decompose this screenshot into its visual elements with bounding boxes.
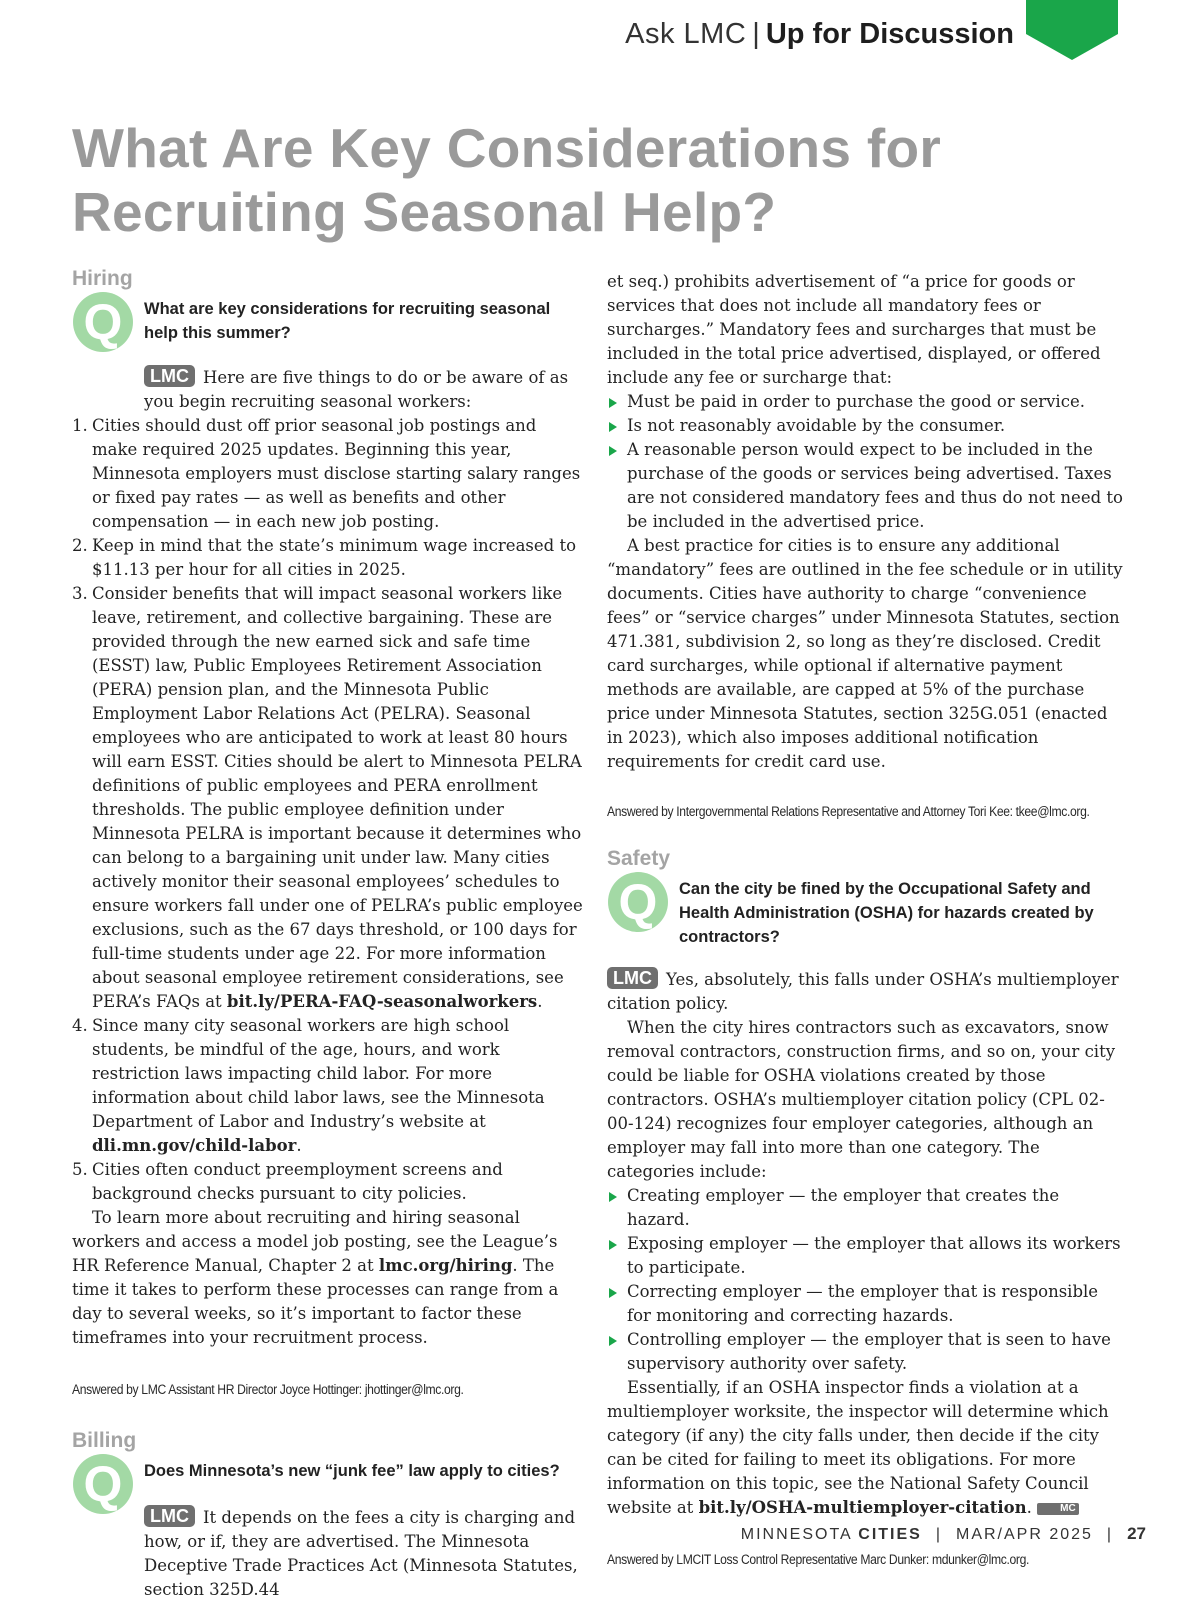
header-prefix: Ask LMC: [625, 18, 747, 50]
question-hiring: [72, 293, 586, 357]
bullet-triangle-icon: [609, 422, 617, 432]
question-text: What are key considerations for recruiting seasonal help this summer?: [144, 300, 551, 342]
list-item: 2. Keep in mind that the state’s minimum wage increased to $11.13 per hour for all cities in 2025.: [72, 536, 577, 579]
answered-by-hiring: Answered by LMC Assistant HR Director Joyce Hottinger: jhottinger@lmc.org.: [72, 1382, 464, 1397]
list-item: Must be paid in order to purchase the good or service.: [607, 390, 1123, 414]
end-mark: MC: [1037, 1503, 1079, 1515]
child-labor-link[interactable]: dli.mn.gov/child-labor: [92, 1136, 297, 1155]
bullet-triangle-icon: [609, 1240, 617, 1250]
fee-criteria-list: [607, 390, 1123, 534]
hiring-closing: To learn more about recruiting and hiring seasonal workers and access a model job posting, see the League’s HR Reference Manual, Chapter 2 at lmc.org/hiring. The time it takes to perform these processes can range from a day to several weeks, so it’s important to factor these timeframes into your recruitment process.: [72, 1208, 559, 1347]
page-footer: MINNESOTA CITIES | MAR/APR 2025 | 27: [740, 1524, 1146, 1543]
list-item: Correcting employer — the employer that is responsible for monitoring and correcting hazards.: [607, 1280, 1123, 1328]
list-item: Exposing employer — the employer that allows its workers to participate.: [607, 1232, 1123, 1280]
billing-intro: LMC It depends on the fees a city is charging and how, or if, they are advertised. The Minnesota Deceptive Trade Practices Act (Minnesota Statutes, section 325D.44: [144, 1506, 578, 1599]
safety-para: When the city hires contractors such as excavators, snow removal contractors, construction firms, and so on, your city could be liable for OSHA violations created by those contractors. OSHA’s multiemployer citation policy (CPL 02-00-124) recognizes four employer categories, although an employer may fall into more than one category. The categories include:: [607, 1018, 1116, 1181]
considerations-list: [72, 414, 586, 1206]
header-section: Up for Discussion: [765, 18, 1014, 50]
lmc-badge: LMC: [144, 1505, 195, 1527]
list-item: Creating employer — the employer that creates the hazard.: [607, 1184, 1123, 1232]
bullet-triangle-icon: [609, 1288, 617, 1298]
page-number: 27: [1127, 1524, 1146, 1543]
question-safety: [607, 873, 1123, 949]
q-icon: [72, 1453, 140, 1519]
bullet-triangle-icon: [609, 446, 617, 456]
left-column: [72, 266, 586, 1602]
list-item: 1. Cities should dust off prior seasonal job postings and make required 2025 updates. Beginning this year, Minnesota employers must disclose starting salary ranges or fixed pay rates — as well as benefits and other compensation — in each new job posting.: [72, 416, 581, 531]
question-text: Can the city be fined by the Occupational Safety and Health Administration (OSHA) for hazards created by contractors?: [679, 880, 1094, 946]
pera-link[interactable]: bit.ly/PERA-FAQ-seasonalworkers: [226, 992, 538, 1011]
lmc-badge: LMC: [607, 967, 658, 989]
q-icon: [72, 291, 140, 357]
bullet-triangle-icon: [609, 1192, 617, 1202]
employer-categories-list: [607, 1184, 1123, 1376]
answered-by-safety: Answered by LMCIT Loss Control Representative Marc Dunker: mdunker@lmc.org.: [607, 1552, 1030, 1567]
billing-closing: A best practice for cities is to ensure any additional “mandatory” fees are outlined in the fee schedule or in utility documents. Cities have authority to charge “convenience fees” or “service charges” under Minnesota Statutes, section 471.381, subdivision 2, so long as they’re disclosed. Credit card surcharges, while optional if alternative payment methods are available, are capped at 5% of the purchase price under Minnesota Statutes, section 325G.051 (enacted in 2023), which also imposes additional notification requirements for credit card use.: [607, 536, 1123, 771]
billing-continued: et seq.) prohibits advertisement of “a price for goods or services that does not include all mandatory fees or surcharges.” Mandatory fees and surcharges that must be included in the total price advertised, displayed, or offered include any fee or surcharge that:: [607, 272, 1101, 387]
bullet-triangle-icon: [609, 398, 617, 408]
magazine-name: MINNESOTA CITIES: [740, 1526, 922, 1543]
svg-text:Q: Q: [618, 874, 658, 930]
right-column: [607, 270, 1123, 1572]
svg-text:Q: Q: [83, 1456, 123, 1512]
section-heading-safety: Safety: [607, 847, 671, 870]
list-item: 5. Cities often conduct preemployment screens and background checks pursuant to city policies.: [72, 1160, 503, 1203]
page-title: What Are Key Considerations for Recruiting Seasonal Help?: [72, 117, 942, 243]
section-tab-icon: [1026, 0, 1118, 60]
safety-closing: Essentially, if an OSHA inspector finds a violation at a multiemployer worksite, the inspector will determine which category (if any) the city falls under, then decide if the city can be cited for failing to meet its obligations. For more information on this topic, see the National Safety Council website at bit.ly/OSHA-multiemployer-citation. MC: [607, 1378, 1109, 1517]
list-item: 3. Consider benefits that will impact seasonal workers like leave, retirement, and collective bargaining. These are provided through the new earned sick and safe time (ESST) law, Public Employees Retirement Association (PERA) pension plan, and the Minnesota Public Employment Labor Relations Act (PELRA). Seasonal employees who are anticipated to work at least 80 hours will earn ESST. Cities should be alert to Minnesota PELRA definitions of public employees and PERA enrollment thresholds. The public employee definition under Minnesota PELRA is important because it determines who can belong to a bargaining unit under law. Many cities actively monitor their seasonal employees’ schedules to ensure workers fall under one of PELRA’s public employee exclusions, such as the 67 days threshold, or 100 days for full-time students under age 22. For more information about seasonal employee retirement considerations, see PERA’s FAQs at bit.ly/PERA-FAQ-seasonalworkers.: [72, 584, 583, 1011]
list-item: A reasonable person would expect to be included in the purchase of the goods or services being advertised. Taxes are not considered mandatory fees and thus do not need to be included in the advertised price.: [607, 438, 1123, 534]
header-separator: |: [752, 18, 760, 50]
list-item: Controlling employer — the employer that is seen to have supervisory authority over safety.: [607, 1328, 1123, 1376]
safety-intro: LMC Yes, absolutely, this falls under OSHA’s multiemployer citation policy.: [607, 968, 1119, 1013]
answered-by-billing: Answered by Intergovernmental Relations Representative and Attorney Tori Kee: tkee@lmc.org.: [607, 804, 1090, 819]
hiring-link[interactable]: lmc.org/hiring: [378, 1256, 513, 1275]
section-heading-billing: Billing: [72, 1429, 137, 1452]
osha-link[interactable]: bit.ly/OSHA-multiemployer-citation: [698, 1498, 1027, 1517]
issue-date: MAR/APR 2025: [955, 1526, 1093, 1543]
lmc-badge: LMC: [144, 365, 195, 387]
answer-intro: LMC Here are five things to do or be aware of as you begin recruiting seasonal workers:: [144, 366, 569, 411]
question-text: Does Minnesota’s new “junk fee” law apply to cities?: [144, 1462, 560, 1480]
section-heading-hiring: Hiring: [72, 267, 133, 290]
list-item: 4. Since many city seasonal workers are high school students, be mindful of the age, hours, and work restriction laws impacting child labor. For more information about child labor laws, see the Minnesota Department of Labor and Industry’s website at dli.mn.gov/child-labor.: [72, 1016, 545, 1155]
list-item: Is not reasonably avoidable by the consumer.: [607, 414, 1123, 438]
bullet-triangle-icon: [609, 1336, 617, 1346]
running-header: [625, 18, 1014, 51]
svg-text:Q: Q: [83, 294, 123, 350]
q-icon: [607, 871, 675, 937]
